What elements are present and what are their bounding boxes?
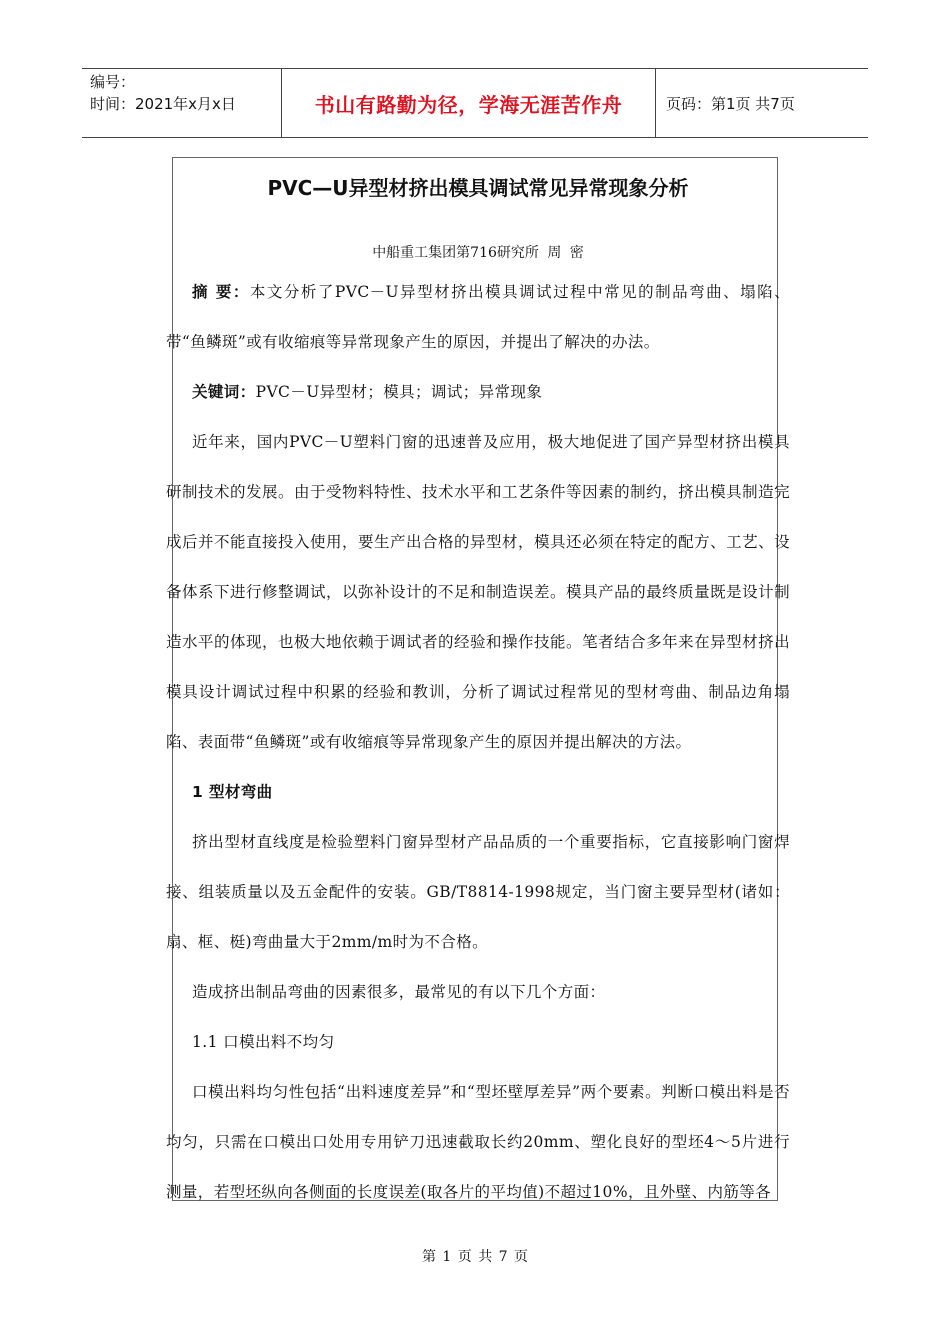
section-1-1-paragraph-1: 口模出料均匀性包括“出料速度差异”和“型坯壁厚差异”两个要素。判断口模出料是否均匀，只需在口模出口处用专用铲刀迅速截取长约20mm、塑化良好的型坯4～5片进行测量，若型坯纵向各侧面的长度误差(取各片的平均值)不超过10%，且外壁、内筋等各 xyxy=(166,1083,790,1201)
abstract-text: 本文分析了PVC－U异型材挤出模具调试过程中常见的制品弯曲、塌陷、带“鱼鳞斑”或有收缩痕等异常现象产生的原因，并提出了解决的办法。 xyxy=(166,283,790,351)
keywords-label: 关键词： xyxy=(192,383,256,401)
page-info: 页码：第1页 共7页 xyxy=(666,94,795,113)
section-1-paragraph-1: 挤出型材直线度是检验塑料门窗异型材产品品质的一个重要指标，它直接影响门窗焊接、组装质量以及五金配件的安装。GB/T8814-1998规定，当门窗主要异型材(诸如：扇、框、梃)弯曲量大于2mm/m时为不合格。 xyxy=(166,833,790,951)
abstract-paragraph xyxy=(166,267,790,367)
section-1-paragraph-2: 造成挤出制品弯曲的因素很多，最常见的有以下几个方面： xyxy=(192,983,606,1001)
number-label: 编号： xyxy=(90,73,136,91)
header-motto-cell xyxy=(282,69,656,137)
section-1-heading: 1 型材弯曲 xyxy=(192,783,273,801)
header-meta-cell xyxy=(82,69,282,137)
article-author: 中船重工集团第716研究所 周 密 xyxy=(372,245,584,261)
abstract-label: 摘 要： xyxy=(192,283,250,301)
keywords-text: PVC－U异型材；模具；调试；异常现象 xyxy=(255,383,543,401)
intro-paragraph: 近年来，国内PVC－U塑料门窗的迅速普及应用，极大地促进了国产异型材挤出模具研制技术的发展。由于受物料特性、技术水平和工艺条件等因素的制约，挤出模具制造完成后并不能直接投入使用，要生产出合格的异型材，模具还必须在特定的配方、工艺、设备体系下进行修整调试，以弥补设计的不足和制造误差。模具产品的最终质量既是设计制造水平的体现，也极大地依赖于调试者的经验和操作技能。笔者结合多年来在异型材挤出模具设计调试过程中积累的经验和教训，分析了调试过程常见的型材弯曲、制品边角塌陷、表面带“鱼鳞斑”或有收缩痕等异常现象产生的原因并提出解决的方法。 xyxy=(166,433,790,751)
motto-text: 书山有路勤为径，学海无涯苦作舟 xyxy=(314,92,623,117)
section-1-1-heading: 1.1 口模出料不均匀 xyxy=(192,1033,335,1051)
time-label: 时间：2021年x月x日 xyxy=(90,95,236,113)
keywords-paragraph xyxy=(166,367,790,417)
page-footer: 第 1 页 共 7 页 xyxy=(421,1249,529,1265)
header-table xyxy=(82,68,868,138)
article-title: PVC—U异型材挤出模具调试常见异常现象分析 xyxy=(267,176,689,200)
header-page-cell xyxy=(656,69,868,137)
